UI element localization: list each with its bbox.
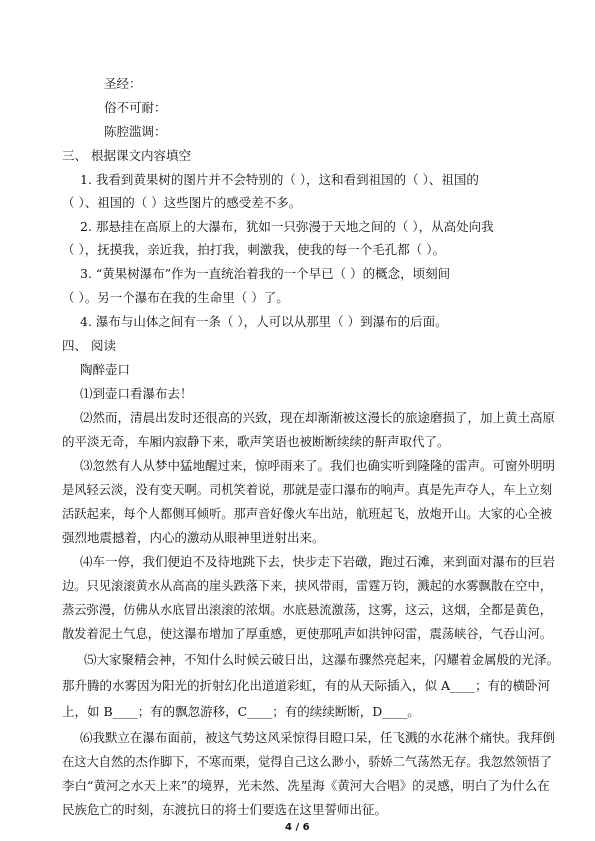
paragraph-line: 民族危亡的时刻，东渡抗日的将士们要选在这里誓师出征。 — [62, 802, 388, 817]
fill-blank-line: 4. 瀑布与山体之间有一条（ ），人可以从那里（ ）到瀑布的后面。 — [80, 314, 448, 329]
paragraph-line: ⑷车一停，我们便迫不及待地跳下去，快步走下岩礅，跑过石滩，来到面对瀑布的巨岩 — [80, 554, 556, 569]
term-shengjing: 圣经： — [104, 76, 142, 91]
paragraph-line: 那升腾的水雾因为阳光的折射幻化出道道彩虹，有的从天际插入，似 A____；有的横卧河 — [62, 678, 551, 693]
section-heading: 四、 阅读 — [62, 338, 116, 353]
term-suburinai: 俗不可耐： — [104, 100, 167, 115]
term-chenqianglandiao: 陈腔滥调： — [104, 124, 167, 139]
paragraph-line: 边。只见滚滚黄水从高高的崖头跌落下来，挟风带雨，雷霆万钧，溅起的水雾飘散在空中， — [62, 579, 552, 593]
paragraph-line: 在这大自然的杰作脚下，不寒而栗，觉得自己这么渺小，骄娇二气荡然无存。我忽然领悟了 — [62, 755, 552, 769]
fill-blank-line: 3. “黄果树瀑布”作为一直统治着我的一个早已（ ）的概念，顷刻间 — [80, 266, 451, 281]
paragraph-line: 散发着泥土气息，使这瀑布增加了厚重感，更使那吼声如洪钟闷雷，震荡峡谷，气吞山河。 — [62, 627, 552, 641]
section-heading: 三、 根据课文内容填空 — [62, 148, 191, 163]
page-number: 4 / 6 — [285, 822, 310, 833]
paragraph-line: 的平淡无奇，车厢内寂静下来，歌声笑语也被断断续续的鼾声取代了。 — [62, 434, 450, 449]
paragraph-line: ⑸大家聚精会神，不知什么时候云破日出，这瀑布骤然亮起来，闪耀着金属般的光泽。 — [84, 652, 560, 667]
paragraph-line: 李白“黄河之水天上来”的境界，光未然、冼星海《黄河大合唱》的灵感，明白了为什么在 — [62, 778, 550, 793]
passage-title: 陶醉壶口 — [80, 362, 131, 377]
fill-blank-line: （ ）、祖国的（ ）这些图片的感受差不多。 — [62, 195, 302, 210]
paragraph-line: 是风轻云淡，没有变天啊。司机笑着说，那就是壶口瀑布的响声。真是先声夺人，车上立刻 — [62, 483, 552, 497]
fill-blank-line: 2. 那悬挂在高原上的大瀑布，犹如一只弥漫于天地之间的（ ），从高处向我 — [80, 219, 494, 234]
paragraph-line: ⑵然而，清晨出发时还很高的兴致，现在却渐渐被这漫长的旅途磨损了，加上黄土高原 — [80, 410, 556, 425]
fill-blank-line: （ ）。另一个瀑布在我的生命里（ ）了。 — [62, 290, 289, 305]
fill-blank-line: （ ），抚摸我，亲近我，拍打我，刺激我，使我的每一个毛孔都（ ）。 — [62, 242, 445, 257]
paragraph-line: 强烈地震撼着，内心的激动从眼神里迸射出来。 — [62, 530, 325, 545]
paragraph-line: ⑴到壶口看瀑布去！ — [80, 386, 193, 401]
paragraph-line: ⑹我默立在瀑布面前，被这气势这风采惊得目瞪口呆，任飞溅的水花淋个痛快。我拜倒 — [80, 730, 556, 745]
fill-blank-line: 1. 我看到黄果树的图片并不会特别的（ ），这和看到祖国的（ ）、祖国的 — [80, 172, 479, 187]
paragraph-line: 上，如 B____；有的飘忽游移，C____；有的续续断断，D____。 — [62, 704, 420, 719]
paragraph-line: ⑶忽然有人从梦中猛地醒过来，惊呼雨来了。我们也确实听到隆隆的雷声。可窗外明明 — [80, 458, 556, 473]
paragraph-line: 活跃起来，每个人都侧耳倾听。那声音好像火车出站，航班起飞，放炮开山。大家的心全被 — [62, 507, 552, 521]
paragraph-line: 蒸云弥漫，仿佛从水底冒出滚滚的浓烟。水底悬流激荡，这雾，这云，这烟，全都是黄色， — [62, 603, 552, 617]
